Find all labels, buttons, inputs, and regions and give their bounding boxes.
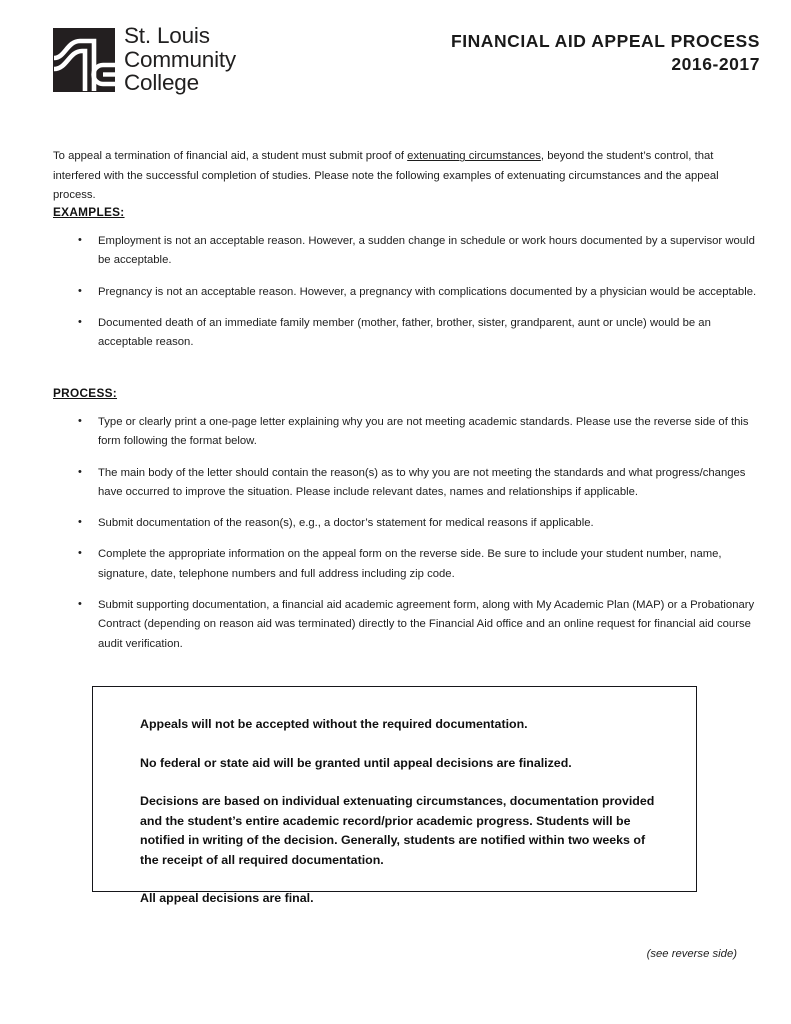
intro-text-after: , beyond the student’s control, that interfered with the successful completion of studies. Please note the following examples of extenuating circumstances and the appeal process. <box>53 150 719 201</box>
intro-underlined-term: extenuating circumstances <box>407 150 541 163</box>
examples-list <box>53 232 758 352</box>
page-title-year: 2016-2017 <box>671 54 760 74</box>
list-item: • Complete the appropriate information on the appeal form on the reverse side. Be sure to include your student number, name, signature, date, telephone numbers and full address including zip code. <box>53 545 758 584</box>
notice-paragraph: Decisions are based on individual extenuating circumstances, documentation provided and the student’s entire academic record/prior academic progress. Students will be notified in writing of the decision. Generally, students are notified within two weeks of the receipt of all required documentation. <box>140 794 655 867</box>
intro-paragraph <box>53 147 753 205</box>
list-item: • Employment is not an acceptable reason. However, a sudden change in schedule or work hours documented by a supervisor would be acceptable. <box>53 232 758 271</box>
stlcc-logo-icon <box>53 28 115 92</box>
intro-text-before: To appeal a termination of financial aid, a student must submit proof of <box>53 150 408 163</box>
list-item: • Pregnancy is not an acceptable reason. However, a pregnancy with complications documented by a physician would be acceptable. <box>53 283 758 302</box>
college-wordmark <box>124 24 236 95</box>
important-notice-box <box>92 686 697 905</box>
reverse-side-note: (see reverse side) <box>646 948 737 960</box>
document-header <box>0 23 791 108</box>
college-brand-lockup <box>53 23 236 95</box>
wordmark-line-2: Community <box>124 46 236 72</box>
list-item: • Submit supporting documentation, a financial aid academic agreement form, along with My Academic Plan (MAP) or a Probationary Contract (depending on reason aid was terminated) directly to the Financial Aid office and an online request for financial aid course audit verification. <box>53 596 758 654</box>
notice-content <box>140 715 660 909</box>
notice-paragraph: No federal or state aid will be granted until appeal decisions are finalized. <box>140 755 572 770</box>
examples-section-heading: EXAMPLES: <box>53 205 125 219</box>
page-title <box>451 30 760 76</box>
list-item: • Type or clearly print a one-page letter explaining why you are not meeting academic standards. Please use the reverse side of this form following the format below. <box>53 413 758 452</box>
list-item: • The main body of the letter should contain the reason(s) as to why you are not meeting the standards and what progress/changes have occurred to improve the situation. Please include relevant dates, names and relationships if applicable. <box>53 464 758 503</box>
list-item: • Submit documentation of the reason(s), e.g., a doctor’s statement for medical reasons if applicable. <box>53 514 758 533</box>
page-title-main: FINANCIAL AID APPEAL PROCESS <box>450 31 760 51</box>
process-section-heading: PROCESS: <box>53 386 118 400</box>
wordmark-line-3: College <box>124 70 199 95</box>
wordmark-line-1: St. Louis <box>124 23 210 48</box>
notice-paragraph: Appeals will not be accepted without the required documentation. <box>140 717 528 731</box>
notice-paragraph: All appeal decisions are final. <box>140 891 314 905</box>
list-item: • Documented death of an immediate family member (mother, father, brother, sister, grandparent, aunt or uncle) would be an acceptable reason. <box>53 314 758 353</box>
process-list <box>53 413 758 654</box>
